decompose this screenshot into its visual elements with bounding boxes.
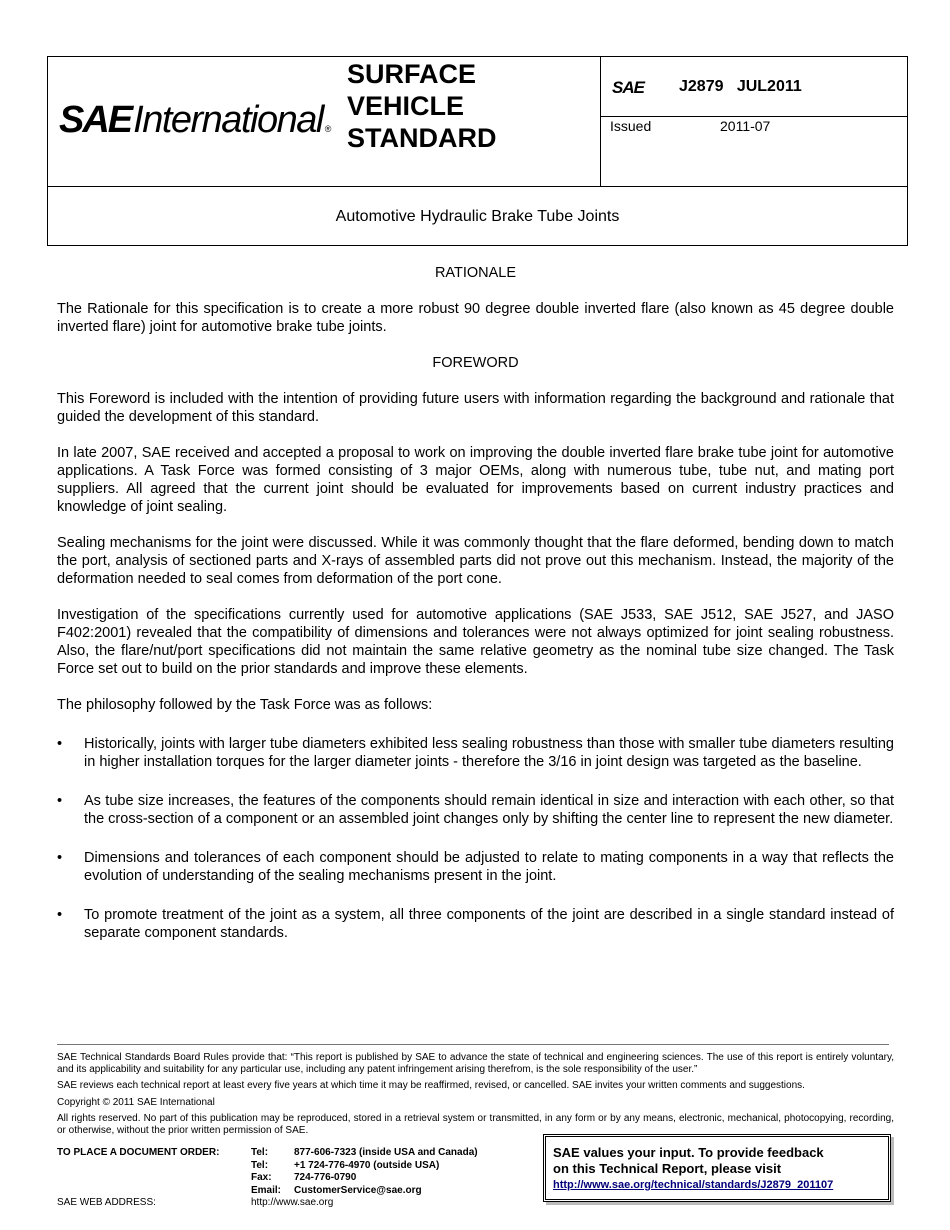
issued-label: Issued xyxy=(610,118,652,134)
feedback-text: SAE values your input. To provide feedback xyxy=(553,1145,824,1160)
web-address[interactable]: http://www.sae.org xyxy=(251,1197,334,1208)
logo-international-text: International xyxy=(133,99,323,141)
order-row xyxy=(57,1147,478,1160)
doc-type-line: VEHICLE xyxy=(347,91,465,121)
order-row xyxy=(57,1172,478,1185)
doc-type-line: SURFACE xyxy=(347,59,477,89)
list-item-text: Dimensions and tolerances of each component should be adjusted to relate to mating components in a way that reflects the evolution of understanding of the sealing mechanisms present in the joint. xyxy=(84,850,894,884)
tel-label: Tel: xyxy=(251,1159,269,1171)
footer-paragraph: All rights reserved. No part of this publication may be reproduced, stored in a retrieval system or transmitted, in any form or by any means, electronic, mechanical, photocopying, recording, or otherwise, without the prior written permission of SAE. xyxy=(57,1113,894,1136)
list-item xyxy=(57,792,894,828)
email-address[interactable]: CustomerService@sae.org xyxy=(294,1184,422,1196)
foreword-paragraph: This Foreword is included with the intention of providing future users with information regarding the background and rationale that guided the development of this standard. xyxy=(57,391,894,425)
tel-number: 877-606-7323 (inside USA and Canada) xyxy=(294,1147,478,1158)
document-number: J2879 JUL2011 xyxy=(679,78,802,95)
footer-divider xyxy=(57,1044,889,1045)
web-label: SAE WEB ADDRESS: xyxy=(57,1197,156,1208)
order-row xyxy=(57,1185,478,1198)
tel-label: Tel: xyxy=(251,1147,269,1158)
header-left-cell xyxy=(48,57,601,186)
logo-sae-mark: SAE xyxy=(59,99,132,141)
footer-paragraph: SAE Technical Standards Board Rules provide that: “This report is published by SAE to advance the state of technical and engineering sciences. The use of this report is entirely voluntary, and its applicability and suitability for any particular use, including any patent infringement arising therefrom, is the sole responsibility of the user.” xyxy=(57,1052,894,1075)
document-header xyxy=(47,56,908,246)
order-contact-block xyxy=(57,1147,478,1210)
footer-notices xyxy=(57,1052,894,1141)
fax-label: Fax: xyxy=(251,1172,272,1183)
philosophy-list xyxy=(57,735,894,942)
order-row xyxy=(57,1160,478,1173)
list-item-text: As tube size increases, the features of the components should remain identical in size and interaction with each other, so that the cross-section of a component or an assembled joint changes only by shifting the center line to represent the new diameter. xyxy=(84,793,894,827)
doc-number-cell xyxy=(601,57,907,117)
logo-registered-mark: ® xyxy=(324,124,332,134)
bullet-icon: • xyxy=(57,850,63,866)
bullet-icon: • xyxy=(57,907,63,923)
doc-type-line: STANDARD xyxy=(347,123,497,153)
header-right-cell xyxy=(601,57,907,186)
foreword-heading: FOREWORD xyxy=(432,355,519,371)
feedback-link[interactable]: http://www.sae.org/technical/standards/J2879_201107 xyxy=(553,1179,834,1191)
rationale-heading: RATIONALE xyxy=(434,265,517,281)
bullet-icon: • xyxy=(57,793,63,809)
footer-paragraph: SAE reviews each technical report at least every five years at which time it may be reaffirmed, revised, or cancelled. SAE invites your written comments and suggestions. xyxy=(57,1080,805,1091)
foreword-paragraph: Investigation of the specifications currently used for automotive applications (SAE J533, SAE J512, SAE J527, and JASO F402:2001) revealed that the compatibility of dimensions and tolerances were not always optimized for joint sealing robustness. Also, the flare/nut/port specifications did not maintain the same relative geometry as the nominal tube size changed. The Task Force set out to build on the prior standards and improve these elements. xyxy=(57,607,894,677)
document-body xyxy=(57,264,894,963)
list-item-text: To promote treatment of the joint as a system, all three components of the joint are described in a single standard instead of separate component standards. xyxy=(84,907,894,941)
foreword-paragraph: Sealing mechanisms for the joint were discussed. While it was commonly thought that the flare deformed, bending down to match the port, analysis of sectioned parts and X-rays of assembled parts did not prove out this mechanism. Instead, the majority of the deformation needed to seal comes from deformation of the port cone. xyxy=(57,535,894,587)
list-item xyxy=(57,849,894,885)
issued-date: 2011-07 xyxy=(720,118,771,134)
sae-mini-logo: SAE xyxy=(612,78,644,97)
rationale-paragraph: The Rationale for this specification is to create a more robust 90 degree double inverted flare (also known as 45 degree double inverted flare) joint for automotive brake tube joints. xyxy=(57,301,894,335)
list-item-text: Historically, joints with larger tube diameters exhibited less sealing robustness than those with smaller tube diameters resulting in higher installation torques for the larger diameter joints - therefore the 3/16 in joint design was targeted as the baseline. xyxy=(84,736,894,770)
list-item xyxy=(57,735,894,771)
order-row xyxy=(57,1197,478,1210)
document-title: Automotive Hydraulic Brake Tube Joints xyxy=(48,186,907,246)
foreword-paragraph: In late 2007, SAE received and accepted a proposal to work on improving the double inverted flare brake tube joint for automotive applications. A Task Force was formed consisting of 3 major OEMs, along with numerous tube, tube nut, and mating port suppliers. All agreed that the current joint should be evaluated for improvements based on current industry practices and knowledge of joint sealing. xyxy=(57,445,894,515)
sae-international-logo xyxy=(59,95,331,145)
tel-number: +1 724-776-4970 (outside USA) xyxy=(294,1159,440,1171)
bullet-icon: • xyxy=(57,736,63,752)
document-type xyxy=(347,58,587,154)
list-item xyxy=(57,906,894,942)
feedback-box xyxy=(543,1134,891,1202)
foreword-paragraph: The philosophy followed by the Task Force was as follows: xyxy=(57,697,433,713)
fax-number: 724-776-0790 xyxy=(294,1172,357,1183)
email-label: Email: xyxy=(251,1184,282,1196)
order-label: TO PLACE A DOCUMENT ORDER: xyxy=(57,1147,220,1158)
footer-copyright: Copyright © 2011 SAE International xyxy=(57,1096,215,1108)
feedback-text: on this Technical Report, please visit xyxy=(553,1161,782,1176)
